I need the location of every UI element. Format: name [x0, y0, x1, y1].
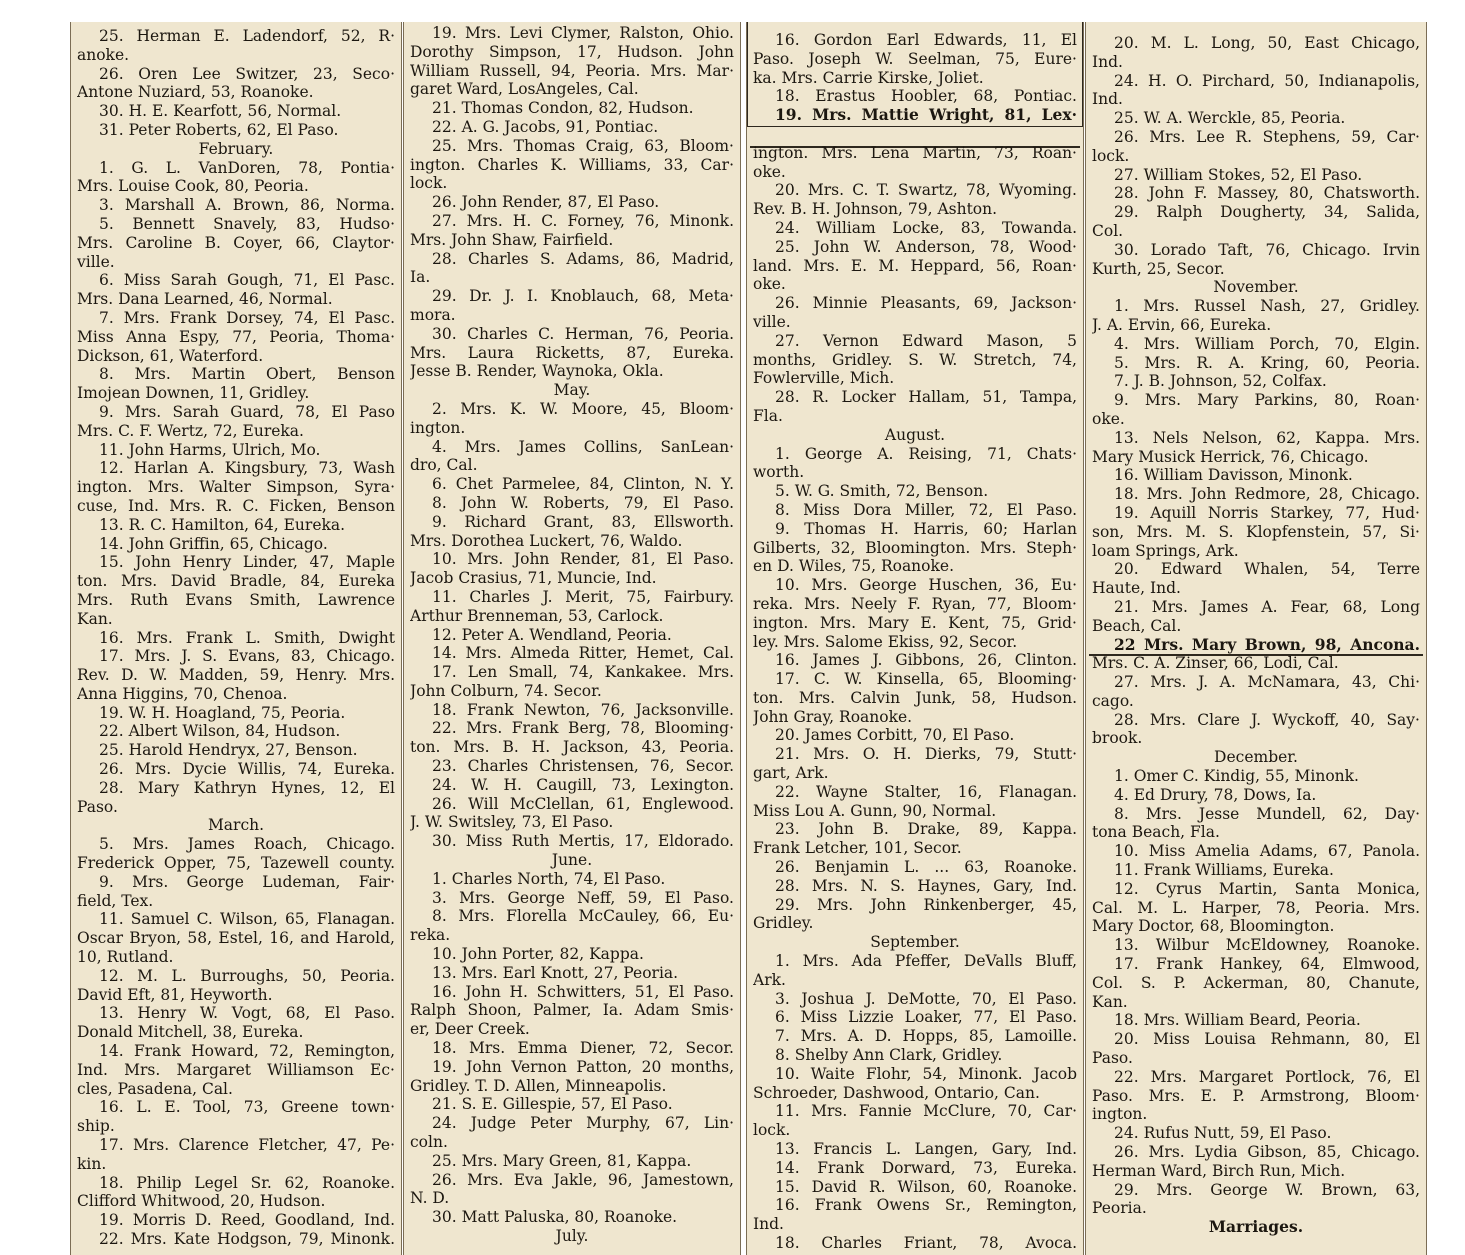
obituary-line: Dickson, 61, Waterford.	[77, 346, 264, 365]
obituary-line: 18. Philip Legel Sr. 62, Roanoke.	[99, 1173, 395, 1192]
obituary-line: Fowlerville, Mich.	[753, 369, 895, 388]
obituary-line: J. W. Switsley, 73, El Paso.	[410, 813, 614, 832]
obituary-line: Mrs. C. F. Wertz, 72, Eureka.	[77, 421, 304, 440]
obituary-line: Mrs. Louise Cook, 80, Peoria.	[77, 177, 309, 196]
obituary-line: 1. Mrs. Ada Pfeffer, DeValls Bluff,	[775, 952, 1077, 971]
obituary-line: dro, Cal.	[410, 456, 478, 475]
month-heading: July.	[555, 1227, 589, 1245]
obituary-line: 18. Mrs. John Redmore, 28, Chicago.	[1114, 485, 1420, 504]
obituary-line: Gridley.	[753, 914, 814, 933]
obituary-line: 25. John W. Anderson, 78, Wood·	[775, 237, 1077, 256]
obituary-line: lock.	[410, 174, 448, 193]
obituary-line: 26. Mrs. Lydia Gibson, 85, Chicago.	[1114, 1143, 1420, 1162]
obituary-line: 26. Benjamin L. ... 63, Roanoke.	[775, 858, 1077, 877]
obituary-line: loam Springs, Ark.	[1092, 541, 1239, 560]
obituary-line: 19. Mrs. Mattie Wright, 81, Lex·	[775, 106, 1077, 125]
obituary-line: Col. S. P. Ackerman, 80, Chanute,	[1092, 973, 1420, 992]
month-heading: February.	[198, 139, 274, 158]
obituary-line: 14. Frank Dorward, 73, Eureka.	[775, 1158, 1077, 1177]
obituary-line: Mrs. C. A. Zinser, 66, Lodi, Cal.	[1092, 654, 1339, 673]
obituary-line: David Eft, 81, Heyworth.	[77, 985, 273, 1004]
obituary-line: J. A. Ervin, 66, Eureka.	[1092, 315, 1272, 334]
obituary-line: 28. Mary Kathryn Hynes, 12, El	[99, 778, 395, 797]
obituary-line: Kurth, 25, Secor.	[1092, 259, 1225, 278]
obituary-line: 8. Mrs. Jesse Mundell, 62, Day·	[1114, 804, 1420, 823]
obituary-line: Mrs. Ruth Evans Smith, Lawrence	[77, 590, 395, 609]
obituary-line: Oscar Bryon, 58, Estel, 16, and Harold,	[77, 929, 395, 948]
obituary-line: ton. Mrs. David Bradle, 84, Eureka	[77, 572, 395, 591]
obituary-line: 12. Peter A. Wendland, Peoria.	[432, 625, 672, 644]
obituary-line: 15. David R. Wilson, 60, Roanoke.	[775, 1177, 1077, 1196]
obituary-line: garet Ward, LosAngeles, Cal.	[410, 80, 639, 99]
obituary-line: 30. H. E. Kearfott, 56, Normal.	[99, 102, 342, 121]
obituary-line: oke.	[753, 162, 786, 181]
obituary-line: Mrs. Dana Learned, 46, Normal.	[77, 290, 333, 309]
obituary-line: 16. Gordon Earl Edwards, 11, El	[775, 31, 1077, 49]
obituary-line: Frederick Opper, 75, Tazewell county.	[77, 854, 395, 873]
obituary-line: Rev. B. H. Johnson, 79, Ashton.	[753, 200, 998, 219]
column-lines	[1092, 34, 1420, 1237]
obituary-line: 14. Frank Howard, 72, Remington,	[99, 1042, 395, 1061]
obituary-line: 1. Omer C. Kindig, 55, Minonk.	[1114, 767, 1359, 786]
obituary-line: 20. M. L. Long, 50, East Chicago,	[1114, 34, 1420, 52]
obituary-line: Donald Mitchell, 38, Eureka.	[77, 1023, 304, 1042]
obituary-line: 25. Harold Hendryx, 27, Benson.	[99, 741, 358, 760]
obituary-line: 23. John B. Drake, 89, Kappa.	[775, 820, 1077, 839]
obituary-line: 27. Vernon Edward Mason, 5	[775, 331, 1077, 350]
obituary-line: 23. Charles Christensen, 76, Secor.	[432, 757, 734, 776]
obituary-line: kin.	[77, 1154, 107, 1173]
obituary-line	[753, 125, 1077, 144]
obituary-line: 25. W. A. Werckle, 85, Peoria.	[1114, 109, 1346, 128]
obituary-line: Paso. Joseph W. Seelman, 75, Eure·	[753, 49, 1077, 68]
obituary-line: field, Tex.	[77, 891, 154, 910]
obituary-line: 29. Ralph Dougherty, 34, Salida,	[1114, 203, 1420, 222]
obituary-line: 26. Mrs. Dycie Willis, 74, Eureka.	[99, 760, 395, 779]
obituary-line: 30. Matt Paluska, 80, Roanoke.	[432, 1208, 678, 1227]
obituary-line: 22. Mrs. Frank Berg, 78, Blooming·	[432, 719, 734, 738]
obituary-line: Gilberts, 32, Bloomington. Mrs. Steph·	[753, 538, 1077, 557]
obituary-line: 14. John Griffin, 65, Chicago.	[99, 534, 328, 553]
obituary-line: 21. Thomas Condon, 82, Hudson.	[432, 99, 694, 118]
obituary-line: 20. Mrs. C. T. Swartz, 78, Wyoming.	[775, 181, 1077, 200]
obituary-line: 30. Miss Ruth Mertis, 17, Eldorado.	[432, 832, 734, 851]
obituary-line: 2. Mrs. K. W. Moore, 45, Bloom·	[432, 399, 734, 418]
obituary-line: 11. Frank Williams, Eureka.	[1114, 861, 1334, 880]
obituary-line: Imojean Downen, 11, Gridley.	[77, 384, 310, 403]
obituary-line: Mary Doctor, 68, Bloomington.	[1092, 917, 1335, 936]
obituary-line: Mary Musick Herrick, 76, Chicago.	[1092, 447, 1369, 466]
obituary-line: Frank Letcher, 101, Secor.	[753, 839, 962, 858]
obituary-line: 28. Mrs. Clare J. Wyckoff, 40, Say·	[1114, 710, 1420, 729]
obituary-line: 22. Mrs. Kate Hodgson, 79, Minonk.	[99, 1230, 395, 1248]
obituary-line: en D. Wiles, 75, Roanoke.	[753, 557, 954, 576]
obituary-line: 26. Mrs. Eva Jakle, 96, Jamestown,	[432, 1170, 734, 1189]
obituary-line: ton. Mrs. B. H. Jackson, 43, Peoria.	[410, 738, 734, 757]
obituary-line: 10. Waite Flohr, 54, Minonk. Jacob	[775, 1064, 1077, 1083]
obituary-line: 28. R. Locker Hallam, 51, Tampa,	[775, 388, 1077, 407]
obituary-line: 26. Will McClellan, 61, Englewood.	[432, 794, 734, 813]
obituary-line: 19. John Vernon Patton, 20 months,	[432, 1057, 734, 1076]
obituary-line: cles, Pasadena, Cal.	[77, 1079, 233, 1098]
obituary-line: 16. John H. Schwitters, 51, El Paso.	[432, 982, 734, 1001]
obituary-line: 24. William Locke, 83, Towanda.	[775, 218, 1077, 237]
obituary-line: 13. R. C. Hamilton, 64, Eureka.	[99, 515, 346, 534]
obituary-line: 20. James Corbitt, 70, El Paso.	[775, 726, 1015, 745]
obituary-line: ship.	[77, 1117, 115, 1136]
obituary-line: Ia.	[410, 268, 431, 287]
obituary-line: mora.	[410, 305, 456, 324]
month-heading: May.	[553, 381, 591, 400]
obituary-line: 9. Thomas H. Harris, 60; Harlan	[775, 519, 1077, 538]
obituary-line: 20. Miss Louisa Rehmann, 80, El	[1114, 1030, 1420, 1049]
obituary-line: 21. S. E. Gillespie, 57, El Paso.	[432, 1095, 673, 1114]
obituary-line: Jesse B. Render, Waynoka, Okla.	[410, 362, 664, 381]
obituary-line: 27. Mrs. H. C. Forney, 76, Minonk.	[432, 211, 734, 230]
obituary-line: 7. Mrs. Frank Dorsey, 74, El Pasc.	[99, 308, 395, 327]
obituary-line: 6. Chet Parmelee, 84, Clinton, N. Y.	[432, 475, 734, 494]
obituary-line: Antone Nuziard, 53, Roanoke.	[77, 83, 314, 102]
obituary-line: 5. W. G. Smith, 72, Benson.	[775, 482, 989, 501]
obituary-line: 25. Herman E. Ladendorf, 52, R·	[99, 27, 395, 45]
obituary-line: 22. A. G. Jacobs, 91, Pontiac.	[432, 117, 659, 136]
obituary-line: reka. Mrs. Neely F. Ryan, 77, Bloom·	[753, 594, 1077, 613]
obituary-line: 13. Nels Nelson, 62, Kappa. Mrs.	[1114, 428, 1420, 447]
obituary-line: Clifford Whitwood, 20, Hudson.	[77, 1192, 326, 1211]
obituary-line: 16. James J. Gibbons, 26, Clinton.	[775, 651, 1077, 670]
obituary-line: 15. John Henry Linder, 47, Maple	[99, 553, 395, 572]
obituary-line: Kan.	[77, 609, 113, 628]
obituary-line: son, Mrs. M. S. Klopfenstein, 57, Si·	[1092, 522, 1420, 541]
obituary-line: 17. Len Small, 74, Kankakee. Mrs.	[432, 663, 734, 682]
obituary-line: 14. Mrs. Almeda Ritter, Hemet, Cal.	[432, 644, 734, 663]
obituary-line: Paso. Mrs. E. P. Armstrong, Bloom·	[1092, 1086, 1420, 1105]
obituary-line: 10. Mrs. George Huschen, 36, Eu·	[775, 576, 1077, 595]
obituary-line: Dorothy Simpson, 17, Hudson. John	[410, 42, 734, 61]
obituary-line: Ark.	[753, 970, 786, 989]
obituary-line: 17. Frank Hankey, 64, Elmwood,	[1114, 955, 1420, 974]
obituary-line: 28. Mrs. N. S. Haynes, Gary, Ind.	[775, 876, 1077, 895]
obituary-line: 20. Edward Whalen, 54, Terre	[1114, 560, 1420, 579]
obituary-line: Haute, Ind.	[1092, 579, 1181, 598]
obituary-line: oke.	[1092, 409, 1125, 428]
obituary-line: 26. Minnie Pleasants, 69, Jackson·	[775, 294, 1077, 313]
obituary-line: Anna Higgins, 70, Chenoa.	[77, 684, 288, 703]
obituary-line: 18. Erastus Hoobler, 68, Pontiac.	[775, 87, 1077, 106]
obituary-line: ington. Mrs. Lena Martin, 73, Roan·	[753, 143, 1077, 162]
obituary-line: 21. Mrs. James A. Fear, 68, Long	[1114, 597, 1420, 616]
obituary-line: 9. Mrs. Sarah Guard, 78, El Paso	[99, 402, 395, 421]
obituary-line: 12. M. L. Burroughs, 50, Peoria.	[99, 966, 395, 985]
obituary-line: 18. Mrs. Emma Diener, 72, Secor.	[432, 1039, 734, 1058]
obituary-line: 17. Mrs. Clarence Fletcher, 47, Pe·	[99, 1136, 395, 1155]
obituary-line: 10. John Porter, 82, Kappa.	[432, 945, 644, 964]
obituary-line: Herman Ward, Birch Run, Mich.	[1092, 1161, 1346, 1180]
month-heading: March.	[207, 816, 265, 835]
month-heading: September.	[870, 933, 960, 952]
obituary-line: 18. Charles Friant, 78, Avoca.	[775, 1234, 1077, 1252]
obituary-line: 18. Mrs. William Beard, Peoria.	[1114, 1011, 1361, 1030]
obituary-line: ka. Mrs. Carrie Kirske, Joliet.	[753, 68, 984, 87]
obituary-line: 30. Charles C. Herman, 76, Peoria.	[432, 324, 734, 343]
month-heading: June.	[551, 851, 593, 870]
obituary-line: 19. W. H. Hoagland, 75, Peoria.	[99, 703, 346, 722]
obituary-line: 17. C. W. Kinsella, 65, Blooming·	[775, 670, 1077, 689]
obituary-line: 29. Dr. J. I. Knoblauch, 68, Meta·	[432, 287, 734, 306]
obituary-line: 24. Rufus Nutt, 59, El Paso.	[1114, 1124, 1332, 1143]
obituary-line: 1. George A. Reising, 71, Chats·	[775, 444, 1077, 463]
obituary-line: Peoria.	[1092, 1199, 1147, 1218]
obituary-line: ington.	[1092, 1105, 1148, 1124]
obituary-line: Kan.	[1092, 992, 1128, 1011]
obituary-line: Miss Anna Espy, 77, Peoria, Thoma·	[77, 327, 395, 346]
obituary-line: 19. Aquill Norris Starkey, 77, Hud·	[1114, 503, 1420, 522]
obituary-line: 22. Albert Wilson, 84, Hudson.	[99, 722, 341, 741]
obituary-line: 27. Mrs. J. A. McNamara, 43, Chi·	[1114, 673, 1420, 692]
obituary-line: 30. Lorado Taft, 76, Chicago. Irvin	[1114, 240, 1420, 259]
obituary-line: 3. Marshall A. Brown, 86, Norma.	[99, 196, 395, 215]
obituary-line: gart, Ark.	[753, 764, 829, 783]
obituary-line: 5. Mrs. James Roach, Chicago.	[99, 835, 395, 854]
obituary-line: 22 Mrs. Mary Brown, 98, Ancona.	[1114, 635, 1420, 654]
obituary-line: Ralph Shoon, Palmer, Ia. Adam Smis·	[410, 1001, 734, 1020]
obituary-line: 19. Morris D. Reed, Goodland, Ind.	[99, 1211, 395, 1230]
obituary-line: Fla.	[753, 406, 783, 425]
obituary-line: Paso.	[77, 797, 118, 816]
obituary-line: 13. Henry W. Vogt, 68, El Paso.	[99, 1004, 395, 1023]
obituary-line: ton. Mrs. Calvin Junk, 58, Hudson.	[753, 688, 1077, 707]
obituary-line: 8. Mrs. Martin Obert, Benson	[99, 365, 395, 384]
obituary-line: months, Gridley. S. W. Stretch, 74,	[753, 350, 1077, 369]
obituary-line: 19. Mrs. Levi Clymer, Ralston, Ohio.	[432, 24, 734, 42]
obituary-line: ington. Mrs. Mary E. Kent, 75, Grid·	[753, 613, 1077, 632]
obituary-line: 24. H. O. Pirchard, 50, Indianapolis,	[1114, 71, 1420, 90]
obituary-line: John Gray, Roanoke.	[753, 707, 913, 726]
obituary-line: Ind. Mrs. Margaret Williamson Ec·	[77, 1060, 395, 1079]
obituary-line: Cal. M. L. Harper, 78, Peoria. Mrs.	[1092, 898, 1420, 917]
obituary-line: 27. William Stokes, 52, El Paso.	[1114, 165, 1363, 184]
obituary-line: 9. Mrs. George Ludeman, Fair·	[99, 872, 395, 891]
column-lines	[77, 27, 395, 1249]
obituary-line: 10, Rutland.	[77, 948, 174, 967]
obituary-line: 13. Wilbur McEldowney, Roanoke.	[1114, 936, 1420, 955]
obituary-line: 16. Mrs. Frank L. Smith, Dwight	[99, 628, 395, 647]
obituary-line: 28. Charles S. Adams, 86, Madrid,	[432, 249, 734, 268]
obituary-line: ville.	[77, 252, 115, 271]
obituary-line: 16. Frank Owens Sr., Remington,	[775, 1196, 1077, 1215]
obituary-line: worth.	[753, 463, 805, 482]
column-lines	[753, 31, 1077, 1253]
month-heading: December.	[1214, 748, 1298, 767]
obituary-line: oke.	[753, 275, 786, 294]
obituary-line: 3. Joshua J. DeMotte, 70, El Paso.	[775, 989, 1077, 1008]
obituary-line: 8. Miss Dora Miller, 72, El Paso.	[775, 500, 1077, 519]
obituary-line: 3. Mrs. George Neff, 59, El Paso.	[432, 888, 734, 907]
obituary-line: 22. Mrs. Margaret Portlock, 76, El	[1114, 1067, 1420, 1086]
obituary-line: cuse, Ind. Mrs. R. C. Ficken, Benson	[77, 496, 395, 515]
obituary-line: 31. Peter Roberts, 62, El Paso.	[99, 120, 339, 139]
obituary-line: Jacob Crasius, 71, Muncie, Ind.	[410, 569, 657, 588]
obituary-line: 1. G. L. VanDoren, 78, Pontia·	[99, 158, 395, 177]
obituary-line: er, Deer Creek.	[410, 1020, 530, 1039]
obituary-line: Miss Lou A. Gunn, 90, Normal.	[753, 801, 997, 820]
obituary-line: 25. Mrs. Mary Green, 81, Kappa.	[432, 1151, 692, 1170]
obituary-line: 4. Ed Drury, 78, Dows, Ia.	[1114, 785, 1317, 804]
obituary-line: 9. Richard Grant, 83, Ellsworth.	[432, 512, 734, 531]
obituary-line: Rev. D. W. Madden, 59, Henry. Mrs.	[77, 666, 395, 685]
obituary-line: coln.	[410, 1133, 448, 1152]
obituary-line: 26. Mrs. Lee R. Stephens, 59, Car·	[1114, 127, 1420, 146]
obituary-line: 5. Mrs. R. A. Kring, 60, Peoria.	[1114, 353, 1420, 372]
obituary-line: 8. Shelby Ann Clark, Gridley.	[775, 1046, 1003, 1065]
obituary-line: 17. Mrs. J. S. Evans, 83, Chicago.	[99, 647, 395, 666]
obituary-line: Ind.	[1092, 52, 1123, 71]
obituary-line: 26. Oren Lee Switzer, 23, Seco·	[99, 64, 395, 83]
obituary-line: Arthur Brenneman, 53, Carlock.	[410, 606, 664, 625]
obituary-line: ley. Mrs. Salome Ekiss, 92, Secor.	[753, 632, 1018, 651]
obituary-line: 29. Mrs. George W. Brown, 63,	[1114, 1180, 1420, 1199]
obituary-line: 13. Francis L. Langen, Gary, Ind.	[775, 1140, 1077, 1159]
obituary-line: 11. Mrs. Fannie McClure, 70, Car·	[775, 1102, 1077, 1121]
obituary-line: 22. Wayne Stalter, 16, Flanagan.	[775, 782, 1077, 801]
obituary-line: 26. John Render, 87, El Paso.	[432, 193, 660, 212]
obituary-line: John Colburn, 74. Secor.	[410, 681, 602, 700]
obituary-line: 4. Mrs. William Porch, 70, Elgin.	[1114, 334, 1420, 353]
obituary-line: ington. Charles K. Williams, 33, Car·	[410, 155, 734, 174]
obituary-line: 12. Harlan A. Kingsbury, 73, Wash	[99, 459, 395, 478]
obituary-line: 16. William Davisson, Minonk.	[1114, 466, 1353, 485]
obituary-line: Mrs. Laura Ricketts, 87, Eureka.	[410, 343, 734, 362]
obituary-line: 13. Mrs. Earl Knott, 27, Peoria.	[432, 963, 679, 982]
obituary-line: 16. L. E. Tool, 73, Greene town·	[99, 1098, 395, 1117]
obituary-line: Gridley. T. D. Allen, Minneapolis.	[410, 1076, 667, 1095]
obituary-column-4	[1085, 22, 1427, 1255]
obituary-line: lock.	[1092, 146, 1130, 165]
obituary-line: 10. Mrs. John Render, 81, El Paso.	[432, 550, 734, 569]
obituary-line: 11. Samuel C. Wilson, 65, Flanagan.	[99, 910, 395, 929]
obituary-line: Schroeder, Dashwood, Ontario, Can.	[753, 1083, 1040, 1102]
obituary-line: brook.	[1092, 729, 1143, 748]
obituary-line: land. Mrs. E. M. Heppard, 56, Roan·	[753, 256, 1077, 275]
obituary-line: 6. Miss Lizzie Loaker, 77, El Paso.	[775, 1008, 1077, 1027]
obituary-line: 8. Mrs. Florella McCauley, 66, Eu·	[432, 907, 734, 926]
obituary-line: 10. Miss Amelia Adams, 67, Panola.	[1114, 842, 1420, 861]
obituary-line: Ind.	[1092, 90, 1123, 109]
obituary-line: cago.	[1092, 691, 1134, 710]
obituary-column-1	[70, 22, 402, 1255]
obituary-line: Mrs. John Shaw, Fairfield.	[410, 230, 614, 249]
obituary-line: 29. Mrs. John Rinkenberger, 45,	[775, 895, 1077, 914]
obituary-line: ington. Mrs. Walter Simpson, Syra·	[77, 478, 395, 497]
obituary-line: Col.	[1092, 221, 1124, 240]
obituary-line: 1. Mrs. Russel Nash, 27, Gridley.	[1114, 297, 1420, 316]
obituary-line: 1. Charles North, 74, El Paso.	[432, 869, 666, 888]
obituary-line: 7. Mrs. A. D. Hopps, 85, Lamoille.	[775, 1027, 1077, 1046]
obituary-line: Mrs. Caroline B. Coyer, 66, Claytor·	[77, 233, 395, 252]
obituary-line: 11. Charles J. Merit, 75, Fairbury.	[432, 587, 734, 606]
obituary-line: 9. Mrs. Mary Parkins, 80, Roan·	[1114, 391, 1420, 410]
obituary-line: 5. Bennett Snavely, 83, Hudso·	[99, 214, 395, 233]
obituary-line: Beach, Cal.	[1092, 616, 1182, 635]
obituary-line: Paso.	[1092, 1049, 1133, 1068]
obituary-line: reka.	[410, 926, 451, 945]
obituary-line: 24. W. H. Caugill, 73, Lexington.	[432, 775, 734, 794]
month-heading: November.	[1213, 278, 1299, 297]
obituary-line: 24. Judge Peter Murphy, 67, Lin·	[432, 1114, 734, 1133]
obituary-line: 12. Cyrus Martin, Santa Monica,	[1114, 879, 1420, 898]
obituary-line: 18. Frank Newton, 76, Jacksonville.	[432, 700, 734, 719]
obituary-line: lock.	[753, 1121, 791, 1140]
obituary-line: Mrs. Dorothea Luckert, 76, Waldo.	[410, 531, 683, 550]
obituary-line: 28. John F. Massey, 80, Chatsworth.	[1114, 184, 1420, 203]
month-heading: Marriages.	[1208, 1218, 1304, 1237]
column-lines	[410, 24, 734, 1246]
obituary-line: ington.	[410, 418, 466, 437]
obituary-column-3	[746, 22, 1084, 1255]
obituary-line: 8. John W. Roberts, 79, El Paso.	[432, 493, 734, 512]
obituary-line: tona Beach, Fla.	[1092, 823, 1220, 842]
obituary-line: 4. Mrs. James Collins, SanLean·	[432, 437, 734, 456]
obituary-line: 25. Mrs. Thomas Craig, 63, Bloom·	[432, 136, 734, 155]
obituary-line: 6. Miss Sarah Gough, 71, El Pasc.	[99, 271, 395, 290]
obituary-line: N. D.	[410, 1189, 450, 1208]
obituary-column-2	[403, 22, 741, 1255]
obituary-line: William Russell, 94, Peoria. Mrs. Mar·	[410, 61, 734, 80]
month-heading: August.	[884, 425, 946, 444]
obituary-line: 21. Mrs. O. H. Dierks, 79, Stutt·	[775, 745, 1077, 764]
obituary-line: ville.	[753, 312, 791, 331]
obituary-line: anoke.	[77, 45, 130, 64]
obituary-line: Ind.	[753, 1215, 784, 1234]
obituary-line: 7. J. B. Johnson, 52, Colfax.	[1114, 372, 1327, 391]
obituary-line: 11. John Harms, Ulrich, Mo.	[99, 440, 321, 459]
